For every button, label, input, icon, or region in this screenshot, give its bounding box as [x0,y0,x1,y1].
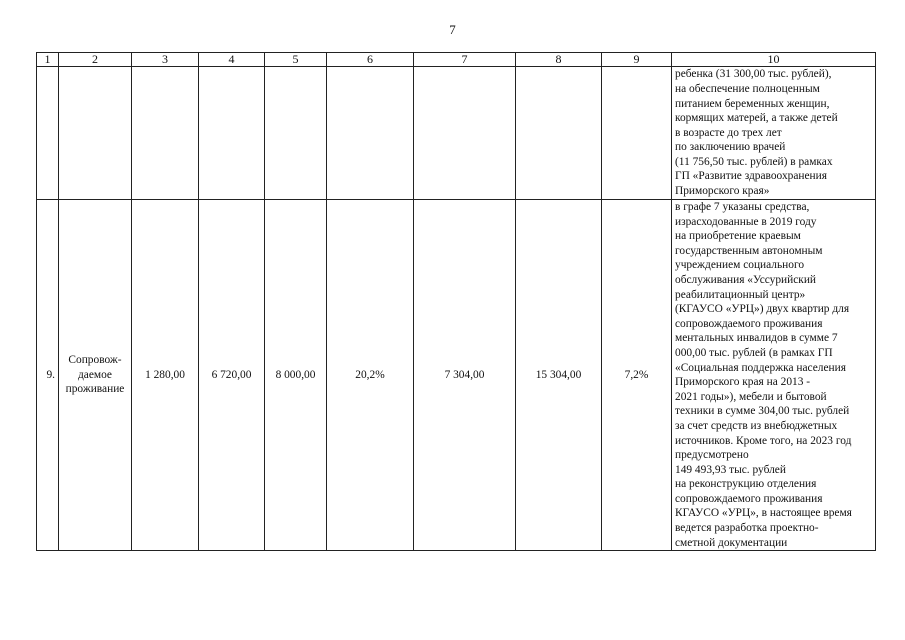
header-cell: 6 [327,53,414,67]
value-cell: 15 304,00 [516,200,602,551]
header-row [37,53,876,67]
table-row [37,200,876,551]
continuation-note-cell: ребенка (31 300,00 тыс. рублей), на обеспечение полноценным питанием беременных женщин, кормящих матерей, а также детей в возрасте до трех лет по заключению врачей (11 756,50 тыс. рублей) в рамках ГП «Развитие здравоохранения Приморского края» [672,67,876,200]
data-table [36,52,876,551]
header-cell: 1 [37,53,59,67]
value-cell: 7 304,00 [414,200,516,551]
value-cell: 1 280,00 [132,200,199,551]
value-cell: 8 000,00 [265,200,327,551]
value-cell: 6 720,00 [199,200,265,551]
header-cell: 7 [414,53,516,67]
row-number-cell: 9. [37,200,59,551]
header-cell: 3 [132,53,199,67]
header-cell: 2 [59,53,132,67]
header-cell: 5 [265,53,327,67]
continuation-row [37,67,876,200]
header-cell: 9 [602,53,672,67]
header-cell: 4 [199,53,265,67]
header-cell: 8 [516,53,602,67]
percent-cell: 20,2% [327,200,414,551]
row-name-cell: Сопровож- даемое проживание [59,200,132,551]
note-cell: в графе 7 указаны средства, израсходованные в 2019 году на приобретение краевым государственным автономным учреждением социального обслуживания «Уссурийский реабилитационный центр» (КГАУСО «УРЦ») двух квартир для сопровождаемого проживания ментальных инвалидов в сумме 7 000,00 тыс. рублей (в рамках ГП «Социальная поддержка населения Приморского края на 2013 - 2021 годы»), мебели и бытовой техники в сумме 304,00 тыс. рублей за счет средств из внебюджетных источников. Кроме того, на 2023 год предусмотрено 149 493,93 тыс. рублей на реконструкцию отделения сопровождаемого проживания КГАУСО «УРЦ», в настоящее время ведется разработка проектно- сметной документации [672,200,876,551]
header-cell: 10 [672,53,876,67]
percent-cell: 7,2% [602,200,672,551]
page-number: 7 [449,22,456,37]
